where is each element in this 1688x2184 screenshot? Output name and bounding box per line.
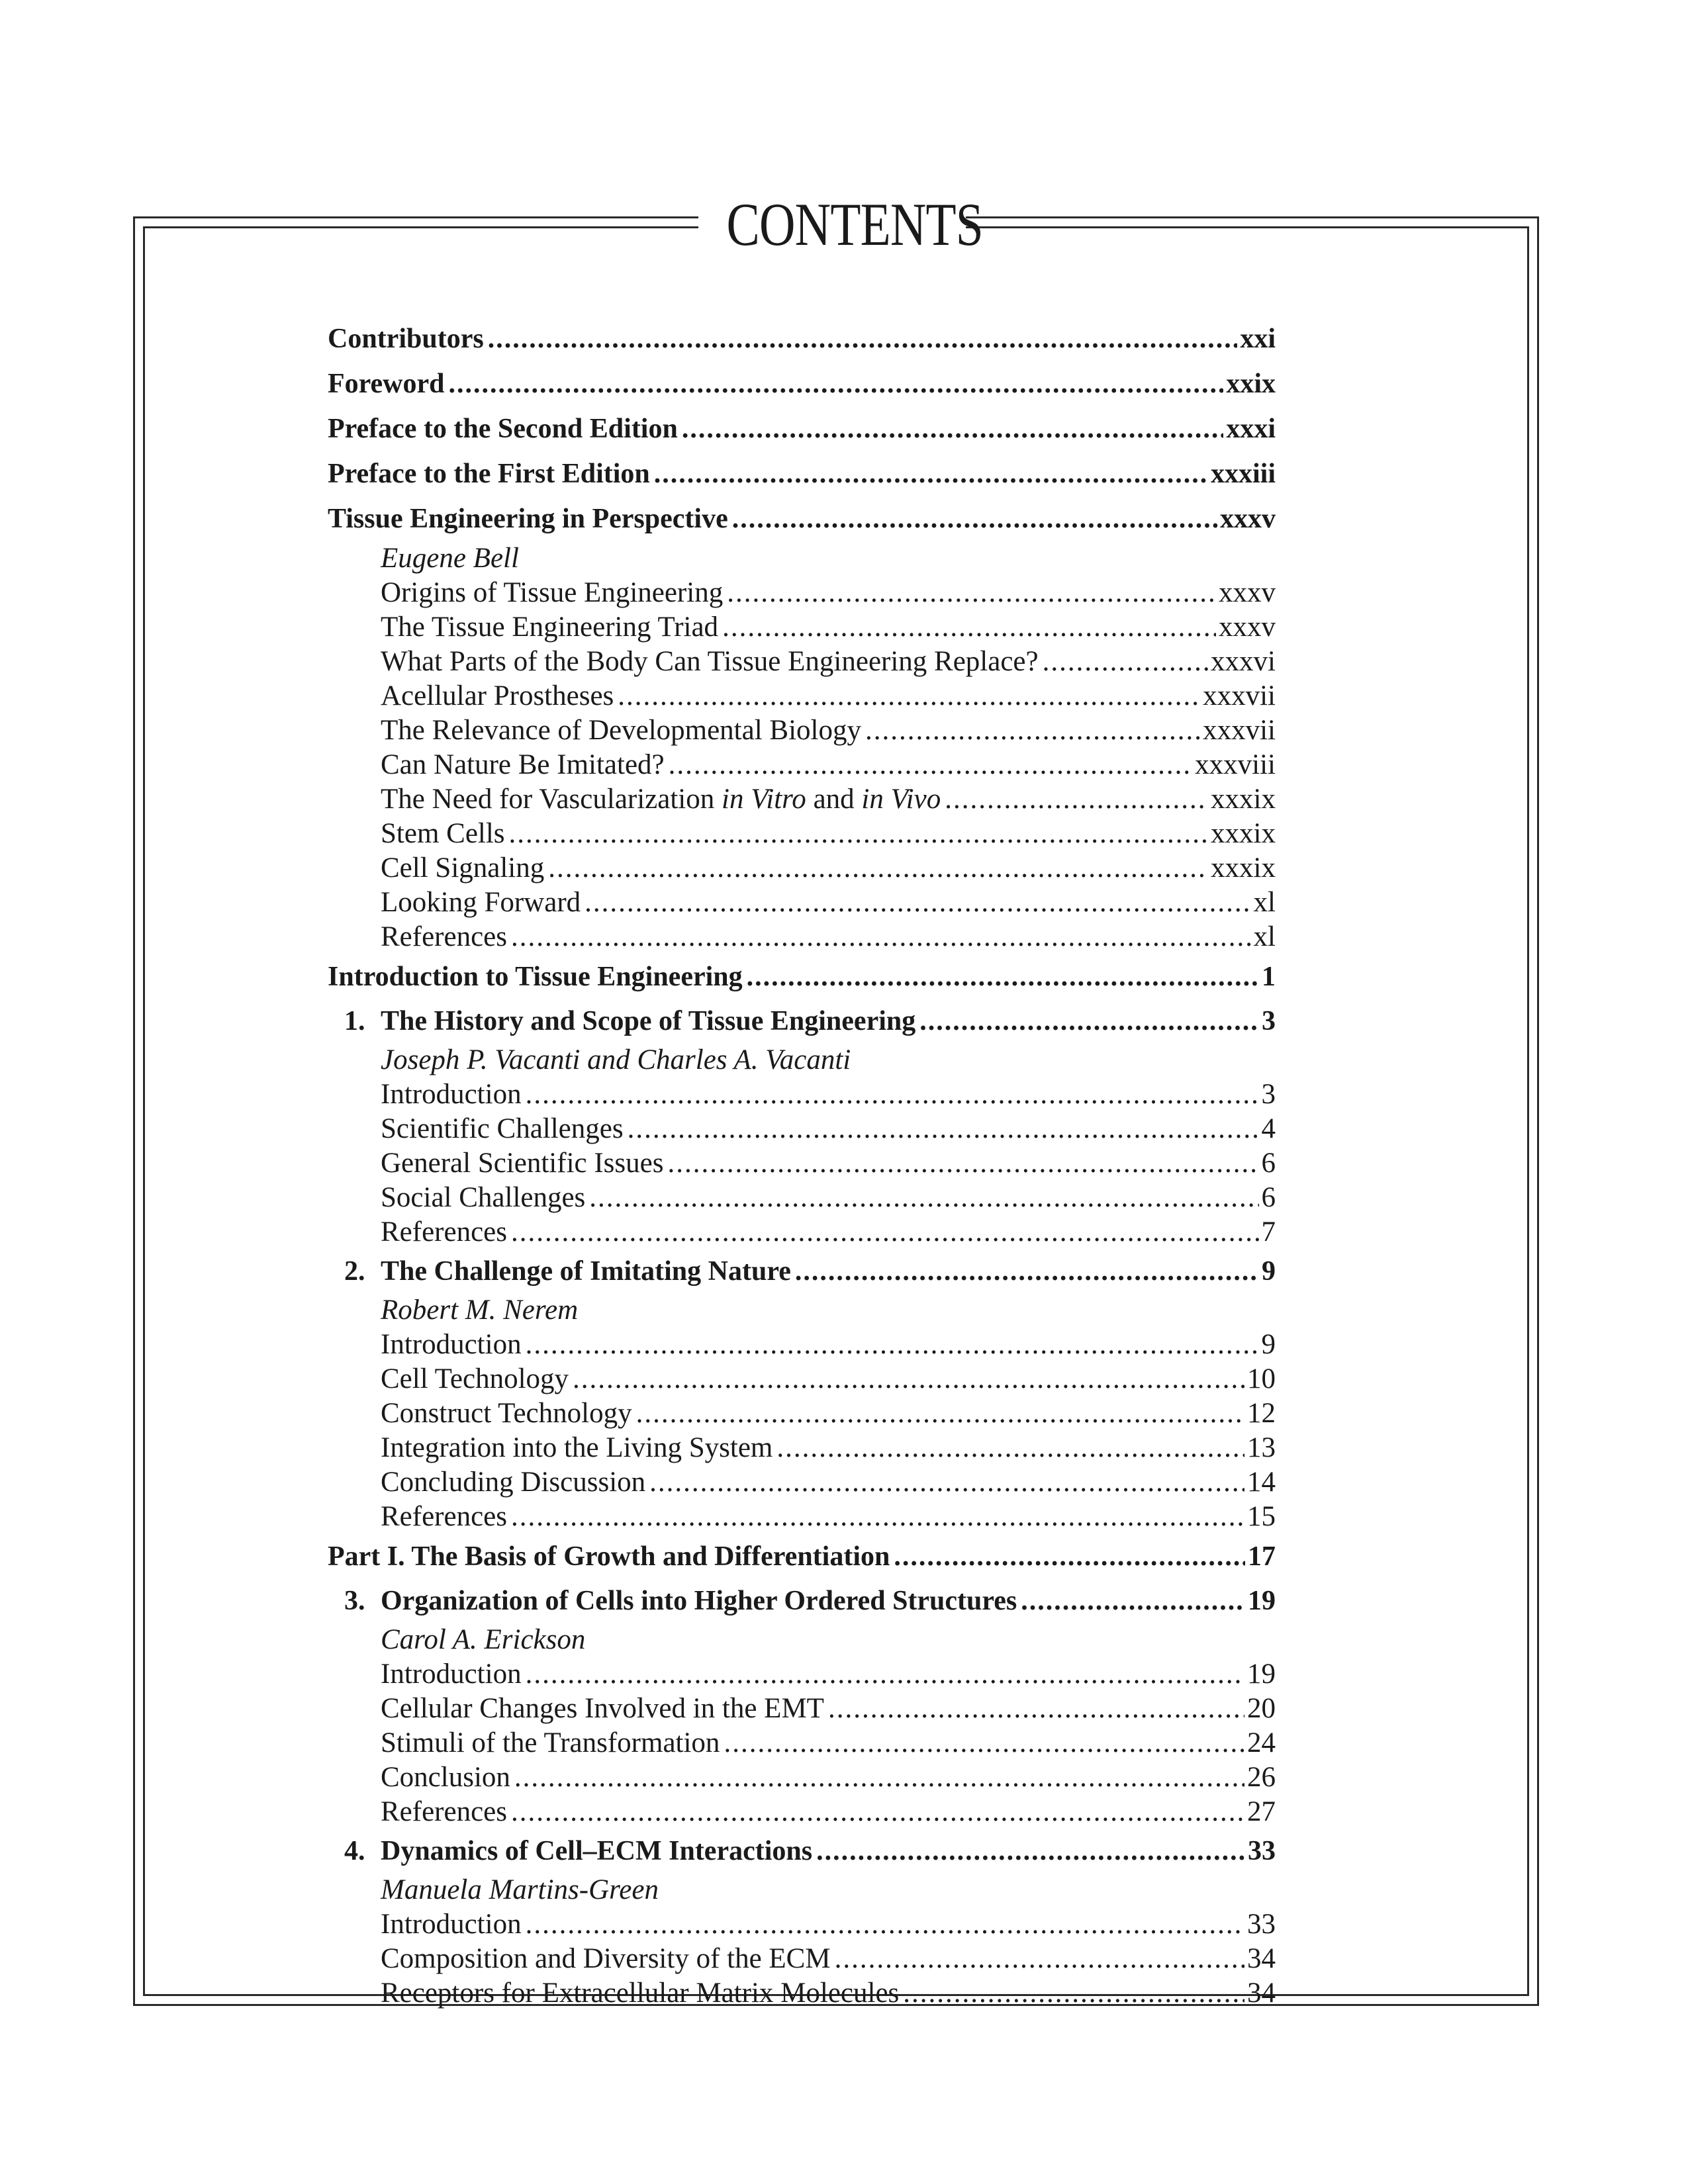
dot-leader bbox=[865, 713, 1200, 748]
dot-leader bbox=[511, 1500, 1244, 1534]
page-number: 1 bbox=[1262, 962, 1276, 992]
page-number: xxxix bbox=[1211, 784, 1276, 815]
page-number: xxxviii bbox=[1195, 749, 1276, 780]
page-number: xxxvii bbox=[1203, 715, 1276, 746]
dot-leader bbox=[488, 316, 1238, 361]
toc-entry-label bbox=[381, 782, 945, 817]
toc-entry-label: Conclusion bbox=[381, 1762, 510, 1793]
toc-author bbox=[328, 1043, 1276, 1077]
toc-author-name: Robert M. Nerem bbox=[381, 1295, 579, 1326]
page-number: xxxix bbox=[1211, 852, 1276, 884]
toc-entry-label: Origins of Tissue Engineering bbox=[381, 577, 724, 608]
dot-leader bbox=[1043, 645, 1208, 679]
dot-leader bbox=[747, 954, 1259, 999]
dot-leader bbox=[795, 1250, 1259, 1293]
toc-subsection-entry bbox=[328, 1500, 1276, 1534]
toc-author-name: Carol A. Erickson bbox=[381, 1624, 586, 1655]
page-number: 17 bbox=[1248, 1541, 1276, 1572]
dot-leader bbox=[945, 782, 1208, 817]
dot-leader bbox=[526, 1328, 1259, 1362]
toc-entry-label: Introduction bbox=[381, 1909, 522, 1940]
dot-leader bbox=[511, 1795, 1244, 1829]
toc-entry-label: References bbox=[381, 1216, 507, 1248]
dot-leader bbox=[727, 576, 1216, 610]
dot-leader bbox=[667, 1146, 1258, 1181]
dot-leader bbox=[636, 1396, 1244, 1431]
toc-subsection-entry bbox=[328, 748, 1276, 782]
toc-subsection-entry bbox=[328, 851, 1276, 886]
dot-leader bbox=[654, 451, 1208, 496]
toc-author bbox=[328, 1293, 1276, 1328]
page-number: 24 bbox=[1247, 1727, 1276, 1758]
page-number: xxi bbox=[1240, 324, 1276, 354]
dot-leader bbox=[776, 1431, 1244, 1465]
dot-leader bbox=[573, 1362, 1244, 1396]
dot-leader bbox=[628, 1112, 1259, 1146]
chapter-number: 4. bbox=[344, 1836, 365, 1866]
toc-author bbox=[328, 541, 1276, 576]
toc-entry-label: Concluding Discussion bbox=[381, 1467, 646, 1498]
toc-subsection-entry bbox=[328, 1657, 1276, 1692]
page-number: 20 bbox=[1247, 1693, 1276, 1724]
toc-entry-label: Stem Cells bbox=[381, 818, 505, 849]
toc-subsection-entry bbox=[328, 679, 1276, 713]
dot-leader bbox=[511, 920, 1251, 954]
toc-entry-label: Can Nature Be Imitated? bbox=[381, 749, 665, 780]
toc-entry-label: Acellular Prostheses bbox=[381, 680, 614, 711]
toc-subsection-entry bbox=[328, 645, 1276, 679]
toc-subsection-entry bbox=[328, 1112, 1276, 1146]
dot-leader bbox=[526, 1657, 1244, 1692]
page-number: xxxi bbox=[1226, 414, 1276, 444]
toc-entry-label: Introduction bbox=[381, 1329, 522, 1360]
page-number: 26 bbox=[1247, 1762, 1276, 1793]
toc-subsection-entry bbox=[328, 1976, 1276, 2011]
toc-chapter-entry bbox=[328, 1250, 1276, 1293]
toc-author-name: Manuela Martins-Green bbox=[381, 1874, 659, 1905]
toc-section-entry bbox=[328, 496, 1276, 541]
toc-entry-label: Tissue Engineering in Perspective bbox=[328, 504, 728, 534]
toc-entry-label bbox=[344, 1829, 816, 1873]
page-number: xxxvi bbox=[1211, 646, 1276, 677]
toc-section-entry bbox=[328, 1534, 1276, 1579]
toc-entry-label: Cell Signaling bbox=[381, 852, 545, 884]
chapter-number: 1. bbox=[344, 1006, 365, 1036]
toc-entry-label: Receptors for Extracellular Matrix Molecules bbox=[381, 1978, 900, 2009]
page-number: 4 bbox=[1261, 1113, 1276, 1144]
chapter-title: Organization of Cells into Higher Ordered Structures bbox=[381, 1586, 1017, 1616]
page-number: xxxv bbox=[1219, 612, 1276, 643]
toc-subsection-entry bbox=[328, 1181, 1276, 1215]
dot-leader bbox=[682, 406, 1223, 451]
page-number: 19 bbox=[1248, 1586, 1276, 1616]
toc-entry-label: Introduction bbox=[381, 1079, 522, 1110]
page-number: 12 bbox=[1247, 1398, 1276, 1429]
toc-author bbox=[328, 1873, 1276, 1907]
page-number: 33 bbox=[1248, 1836, 1276, 1866]
page-number: xxix bbox=[1226, 369, 1276, 399]
toc-subsection-entry bbox=[328, 713, 1276, 748]
page-number: 3 bbox=[1262, 1006, 1276, 1036]
toc-subsection-entry bbox=[328, 1465, 1276, 1500]
toc-section-entry bbox=[328, 361, 1276, 406]
toc-entry-label bbox=[344, 999, 919, 1043]
page-number: 19 bbox=[1247, 1659, 1276, 1690]
chapter-title: The Challenge of Imitating Nature bbox=[381, 1256, 791, 1287]
toc-section-entry bbox=[328, 406, 1276, 451]
dot-leader bbox=[509, 817, 1209, 851]
dot-leader bbox=[919, 999, 1259, 1043]
toc-entry-label: References bbox=[381, 1796, 507, 1827]
page-number: xl bbox=[1253, 887, 1276, 918]
label-part: and bbox=[806, 784, 862, 815]
toc-entry-label: Composition and Diversity of the ECM bbox=[381, 1943, 831, 1974]
toc-entry-label: General Scientific Issues bbox=[381, 1148, 664, 1179]
toc-entry-label: References bbox=[381, 921, 507, 952]
dot-leader bbox=[816, 1829, 1245, 1873]
page-number: 14 bbox=[1247, 1467, 1276, 1498]
page-number: xl bbox=[1253, 921, 1276, 952]
dot-leader bbox=[1021, 1579, 1245, 1623]
dot-leader bbox=[618, 679, 1200, 713]
toc-entry-label: What Parts of the Body Can Tissue Engineering Replace? bbox=[381, 646, 1039, 677]
toc-author-name: Eugene Bell bbox=[381, 543, 519, 574]
toc-entry-label: Preface to the Second Edition bbox=[328, 414, 678, 444]
dot-leader bbox=[722, 610, 1216, 645]
page-number: xxxix bbox=[1211, 818, 1276, 849]
toc-entry-label: Foreword bbox=[328, 369, 445, 399]
toc-subsection-entry bbox=[328, 1328, 1276, 1362]
page-number: xxxv bbox=[1219, 577, 1276, 608]
toc-chapter-entry bbox=[328, 999, 1276, 1043]
toc-section-entry bbox=[328, 316, 1276, 361]
dot-leader bbox=[903, 1976, 1244, 2011]
dot-leader bbox=[732, 496, 1217, 541]
toc-author-name: Joseph P. Vacanti and Charles A. Vacanti bbox=[381, 1044, 851, 1075]
page-number: 6 bbox=[1261, 1148, 1276, 1179]
dot-leader bbox=[724, 1726, 1244, 1760]
toc-subsection-entry bbox=[328, 817, 1276, 851]
toc-entry-label: Introduction to Tissue Engineering bbox=[328, 962, 743, 992]
toc-entry-label: Integration into the Living System bbox=[381, 1432, 773, 1463]
toc-entry-label: Cell Technology bbox=[381, 1363, 569, 1394]
dot-leader bbox=[894, 1534, 1245, 1579]
page-number: 9 bbox=[1261, 1329, 1276, 1360]
dot-leader bbox=[449, 361, 1224, 406]
dot-leader bbox=[589, 1181, 1258, 1215]
chapter-number: 3. bbox=[344, 1586, 365, 1616]
label-italic-part: in Vitro bbox=[722, 784, 806, 815]
toc-subsection-entry bbox=[328, 1760, 1276, 1795]
toc-entry-label bbox=[344, 1579, 1021, 1623]
toc-entry-label: Introduction bbox=[381, 1659, 522, 1690]
toc-subsection-entry bbox=[328, 1146, 1276, 1181]
page-number: 27 bbox=[1247, 1796, 1276, 1827]
dot-leader bbox=[548, 851, 1208, 886]
page-number: 34 bbox=[1247, 1978, 1276, 2009]
toc-subsection-entry bbox=[328, 886, 1276, 920]
toc-entry-label: The Relevance of Developmental Biology bbox=[381, 715, 861, 746]
label-italic-part: in Vivo bbox=[861, 784, 941, 815]
page-number: 34 bbox=[1247, 1943, 1276, 1974]
toc-subsection-entry bbox=[328, 1942, 1276, 1976]
page-number: 13 bbox=[1247, 1432, 1276, 1463]
toc-subsection-entry bbox=[328, 1215, 1276, 1250]
toc-subsection-entry bbox=[328, 1795, 1276, 1829]
dot-leader bbox=[514, 1760, 1244, 1795]
toc-entry-label: Construct Technology bbox=[381, 1398, 632, 1429]
toc-entry-label: Stimuli of the Transformation bbox=[381, 1727, 720, 1758]
page-number: 15 bbox=[1247, 1501, 1276, 1532]
dot-leader bbox=[511, 1215, 1259, 1250]
toc-entry-label: Contributors bbox=[328, 324, 484, 354]
page-number: 7 bbox=[1261, 1216, 1276, 1248]
page-number: 3 bbox=[1261, 1079, 1276, 1110]
toc-chapter-entry bbox=[328, 1579, 1276, 1623]
dot-leader bbox=[585, 886, 1250, 920]
label-part: The Need for Vascularization bbox=[381, 784, 722, 815]
toc-subsection-entry bbox=[328, 1907, 1276, 1942]
toc-entry-label: Preface to the First Edition bbox=[328, 459, 650, 489]
toc-entry-label bbox=[344, 1250, 795, 1293]
page-number: xxxv bbox=[1220, 504, 1276, 534]
dot-leader bbox=[669, 748, 1193, 782]
toc-subsection-entry bbox=[328, 1396, 1276, 1431]
page-title: CONTENTS bbox=[726, 191, 983, 258]
chapter-number: 2. bbox=[344, 1256, 365, 1287]
page-number: xxxvii bbox=[1203, 680, 1276, 711]
table-of-contents bbox=[328, 316, 1276, 2011]
toc-subsection-entry bbox=[328, 1362, 1276, 1396]
toc-entry-label: Scientific Challenges bbox=[381, 1113, 624, 1144]
page-number: xxxiii bbox=[1210, 459, 1276, 489]
toc-entry-label: The Tissue Engineering Triad bbox=[381, 612, 719, 643]
toc-entry-label: Social Challenges bbox=[381, 1182, 586, 1213]
dot-leader bbox=[526, 1907, 1244, 1942]
dot-leader bbox=[828, 1692, 1244, 1726]
toc-author bbox=[328, 1623, 1276, 1657]
toc-subsection-entry bbox=[328, 1431, 1276, 1465]
title-block bbox=[698, 187, 983, 263]
toc-subsection-entry bbox=[328, 782, 1276, 817]
toc-subsection-entry bbox=[328, 920, 1276, 954]
chapter-title: The History and Scope of Tissue Engineering bbox=[381, 1006, 916, 1036]
toc-subsection-entry bbox=[328, 1077, 1276, 1112]
chapter-title: Dynamics of Cell–ECM Interactions bbox=[381, 1836, 813, 1866]
page-number: 10 bbox=[1247, 1363, 1276, 1394]
toc-subsection-entry bbox=[328, 1726, 1276, 1760]
toc-entry-label: Cellular Changes Involved in the EMT bbox=[381, 1693, 824, 1724]
toc-subsection-entry bbox=[328, 1692, 1276, 1726]
toc-entry-label: Part I. The Basis of Growth and Differentiation bbox=[328, 1541, 890, 1572]
toc-subsection-entry bbox=[328, 576, 1276, 610]
page-number: 33 bbox=[1247, 1909, 1276, 1940]
toc-entry-label: References bbox=[381, 1501, 507, 1532]
page-number: 6 bbox=[1261, 1182, 1276, 1213]
toc-entry-label: Looking Forward bbox=[381, 887, 581, 918]
toc-chapter-entry bbox=[328, 1829, 1276, 1873]
toc-section-entry bbox=[328, 451, 1276, 496]
dot-leader bbox=[835, 1942, 1244, 1976]
toc-subsection-entry bbox=[328, 610, 1276, 645]
dot-leader bbox=[649, 1465, 1244, 1500]
toc-section-entry bbox=[328, 954, 1276, 999]
dot-leader bbox=[526, 1077, 1259, 1112]
page-number: 9 bbox=[1262, 1256, 1276, 1287]
